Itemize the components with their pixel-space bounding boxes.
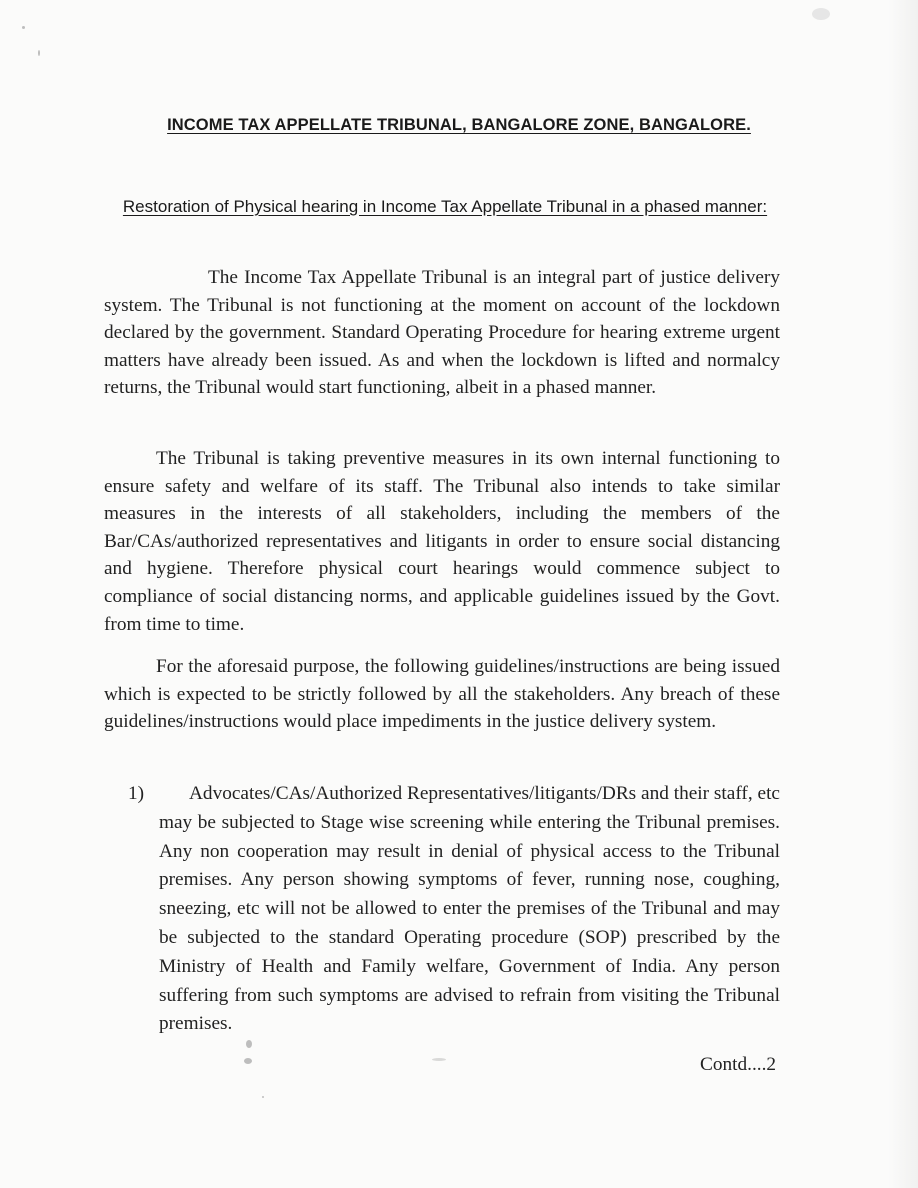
paragraph-guidelines: For the aforesaid purpose, the following guidelines/instructions are being issued which is expected to be strictly followed by all the stakeholders. Any breach of these guidelines/instructions would place impediments in the justice delivery system. — [104, 656, 780, 733]
scan-speck — [246, 1040, 252, 1048]
paragraph-intro: The Income Tax Appellate Tribunal is an integral part of justice delivery system. The Tribunal is not functioning at the moment on account of the lockdown declared by the government. Standard Operating Procedure for hearing extreme urgent matters have already been issued. As and when the lockdown is lifted and normalcy returns, the Tribunal would start functioning, albeit in a phased manner. — [104, 267, 780, 399]
scan-speck — [22, 26, 25, 29]
scan-speck — [38, 50, 40, 56]
scan-speck — [262, 1096, 264, 1098]
scan-speck — [244, 1058, 252, 1064]
paragraph-preventive-measures: The Tribunal is taking preventive measures in its own internal functioning to ensure safety and welfare of its staff. The Tribunal also intends to take similar measures in the interests of all stakeholders, including the members of the Bar/CAs/authorized representatives and litigants in order to ensure social distancing and hygiene. Therefore physical court hearings would commence subject to compliance of social distancing norms, and applicable guidelines issued by the Govt. from time to time. — [104, 448, 780, 635]
list-item-number: 1) — [128, 783, 145, 804]
document-title: INCOME TAX APPELLATE TRIBUNAL, BANGALORE ZONE, BANGALORE. — [167, 116, 751, 134]
list-item-text: Advocates/CAs/Authorized Representatives/litigants/DRs and their staff, etc may be subjected to Stage wise screening while entering the Tribunal premises. Any non cooperation may result in denial of physical access to the Tribunal premises. Any person showing symptoms of fever, running nose, coughing, sneezing, etc will not be allowed to enter the premises of the Tribunal and may be subjected to the standard Operating procedure (SOP) prescribed by the Ministry of Health and Family welfare, Government of India. Any person suffering from such symptoms are advised to refrain from visiting the Tribunal premises. — [159, 783, 780, 1035]
document-subtitle: Restoration of Physical hearing in Income Tax Appellate Tribunal in a phased manner: — [122, 197, 768, 216]
scan-edge-shadow — [888, 0, 918, 1188]
scan-speck — [812, 8, 830, 20]
continuation-marker: Contd....2 — [700, 1054, 777, 1075]
scan-speck — [432, 1058, 446, 1061]
